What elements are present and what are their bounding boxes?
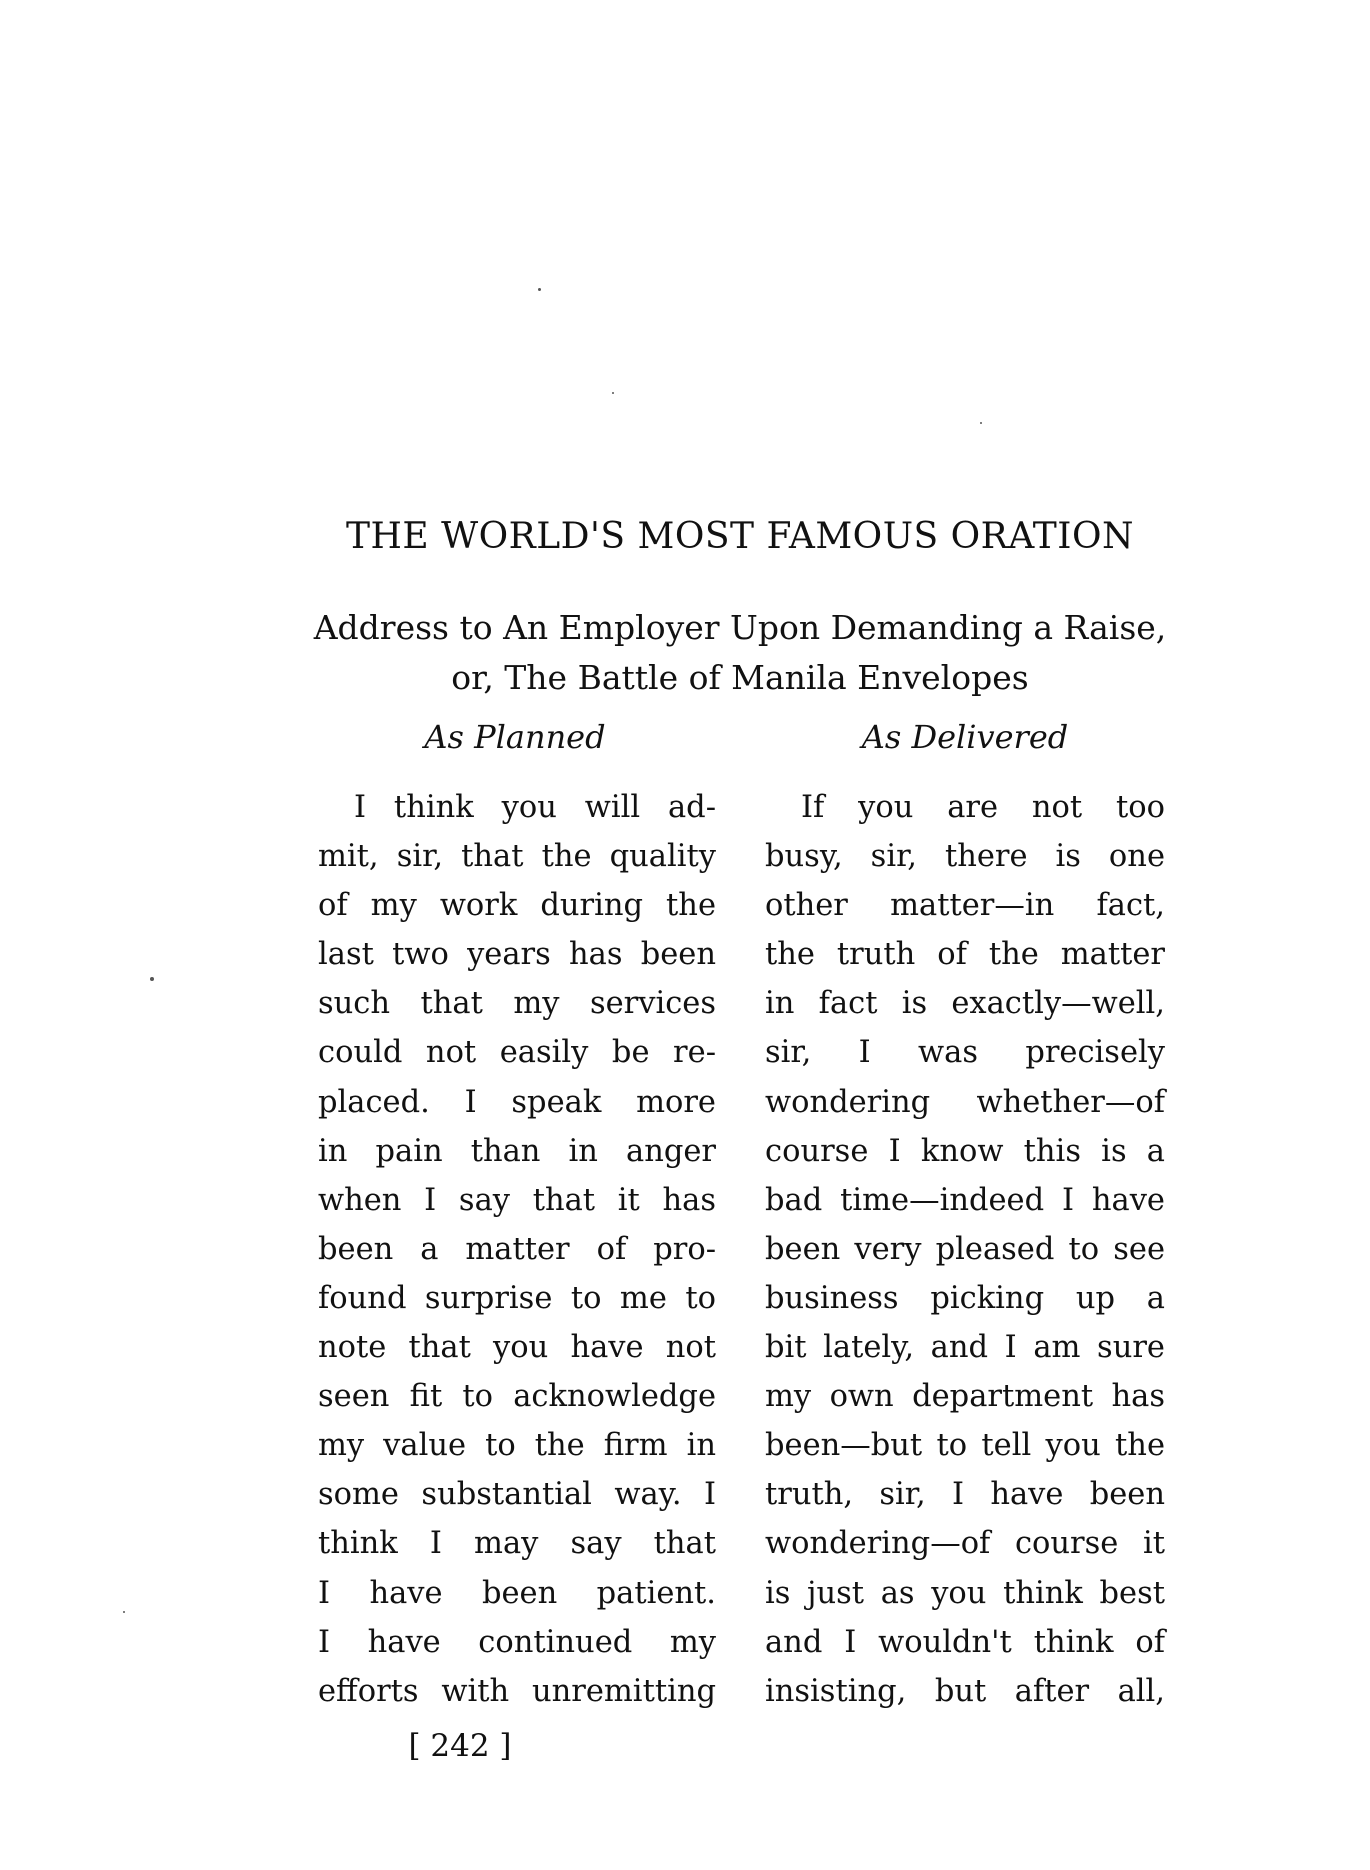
- text-line: business picking up a: [765, 1280, 1165, 1316]
- column-heading-as-planned: As Planned: [424, 718, 606, 756]
- text-line: been—but to tell you the: [765, 1428, 1165, 1464]
- text-line: bad time—indeed I have: [765, 1182, 1165, 1218]
- text-line: course I know this is a: [765, 1133, 1165, 1169]
- subtitle: [300, 603, 1180, 703]
- text-line: bit lately, and I am sure: [765, 1330, 1165, 1366]
- text-line: been very pleased to see: [765, 1231, 1165, 1267]
- print-speck: [150, 977, 154, 981]
- page-number: [ 242 ]: [408, 1728, 512, 1764]
- text-line: seen fit to acknowledge: [318, 1379, 716, 1415]
- text-line: truth, sir, I have been: [765, 1477, 1165, 1513]
- text-line: If you are not too: [801, 790, 1165, 825]
- text-line: sir, I was precisely: [765, 1035, 1165, 1071]
- text-line: insisting, but after all,: [765, 1673, 1165, 1709]
- text-line: is just as you think best: [765, 1575, 1165, 1611]
- running-head: THE WORLD'S MOST FAMOUS ORATION: [345, 516, 1135, 557]
- text-line: I have been patient.: [318, 1575, 716, 1611]
- text-line: busy, sir, there is one: [765, 839, 1165, 875]
- text-line: such that my services: [318, 986, 716, 1022]
- text-line: other matter—in fact,: [765, 888, 1165, 924]
- text-line: note that you have not: [318, 1330, 716, 1366]
- column-as-planned: [318, 783, 716, 1716]
- text-line: efforts with unremitting: [318, 1673, 716, 1709]
- text-line: and I wouldn't think of: [765, 1624, 1165, 1660]
- text-line: could not easily be re-: [318, 1035, 716, 1071]
- print-speck: [123, 1611, 125, 1613]
- text-line: I think you will ad-: [354, 790, 716, 825]
- text-line: placed. I speak more: [318, 1084, 716, 1120]
- text-line: the truth of the matter: [765, 937, 1165, 973]
- text-line: last two years has been: [318, 937, 716, 973]
- text-line: my value to the firm in: [318, 1428, 716, 1464]
- text-line: when I say that it has: [318, 1182, 716, 1218]
- print-speck: [538, 288, 541, 291]
- subtitle-line-1: Address to An Employer Upon Demanding a Raise,: [313, 608, 1167, 647]
- column-heading-as-delivered: As Delivered: [861, 718, 1069, 756]
- text-line: in fact is exactly—well,: [765, 986, 1165, 1022]
- text-line: some substantial way. I: [318, 1477, 716, 1513]
- subtitle-line-2: or, The Battle of Manila Envelopes: [451, 658, 1029, 697]
- text-line: been a matter of pro-: [318, 1231, 716, 1267]
- column-as-delivered: [765, 783, 1165, 1716]
- text-line: I have continued my: [318, 1624, 716, 1660]
- text-line: my own department has: [765, 1379, 1165, 1415]
- text-line: think I may say that: [318, 1526, 716, 1562]
- text-line: wondering whether—of: [765, 1084, 1165, 1120]
- text-line: of my work during the: [318, 888, 716, 924]
- text-line: mit, sir, that the quality: [318, 839, 716, 875]
- print-speck: [612, 392, 614, 394]
- text-line: in pain than in anger: [318, 1133, 716, 1169]
- print-speck: [980, 422, 982, 424]
- text-line: found surprise to me to: [318, 1280, 716, 1316]
- text-line: wondering—of course it: [765, 1526, 1165, 1562]
